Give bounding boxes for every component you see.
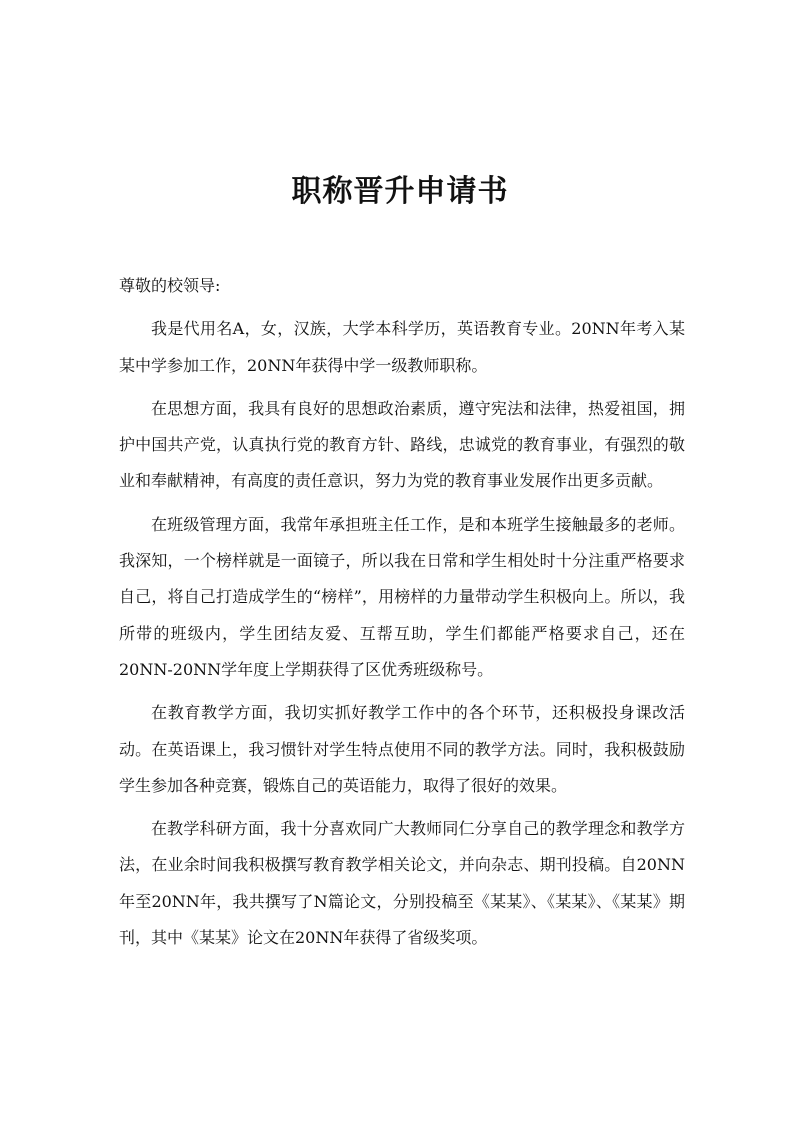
paragraph-ideology: 在思想方面，我具有良好的思想政治素质，遵守宪法和法律，热爱祖国，拥护中国共产党，认真执行党的教育方针、路线，忠诚党的教育事业，有强烈的敬业和奉献精神，有高度的责任意识，努力为党的教育事业发展作出更多贡献。 [119,398,685,491]
paragraph-introduction: 我是代用名A，女，汉族，大学本科学历，英语教育专业。20NN年考入某某中学参加工作，20NN年获得中学一级教师职称。 [119,319,685,375]
document-body [119,268,685,963]
paragraph-class-management: 在班级管理方面，我常年承担班主任工作，是和本班学生接触最多的老师。我深知，一个榜样就是一面镜子，所以我在日常和学生相处时十分注重严格要求自己，将自己打造成学生的“榜样”，用榜样的力量带动学生积极向上。所以，我所带的班级内，学生团结友爱、互帮互助，学生们都能严格要求自己，还在20NN-20NN学年度上学期获得了区优秀班级称号。 [119,514,685,679]
document-title: 职称晋升申请书 [291,174,509,209]
salutation: 尊敬的校领导: [119,276,221,295]
paragraph-teaching: 在教育教学方面，我切实抓好教学工作中的各个环节，还积极投身课改活动。在英语课上，我习惯针对学生特点使用不同的教学方法。同时，我积极鼓励学生参加各种竞赛，锻炼自己的英语能力，取得了很好的效果。 [119,703,685,795]
paragraph-research: 在教学科研方面，我十分喜欢同广大教师同仁分享自己的教学理念和教学方法，在业余时间我积极撰写教育教学相关论文，并向杂志、期刊投稿。自20NN年至20NN年，我共撰写了N篇论文，分别投稿至《某某》、《某某》、《某某》期刊，其中《某某》论文在20NN年获得了省级奖项。 [119,819,685,948]
